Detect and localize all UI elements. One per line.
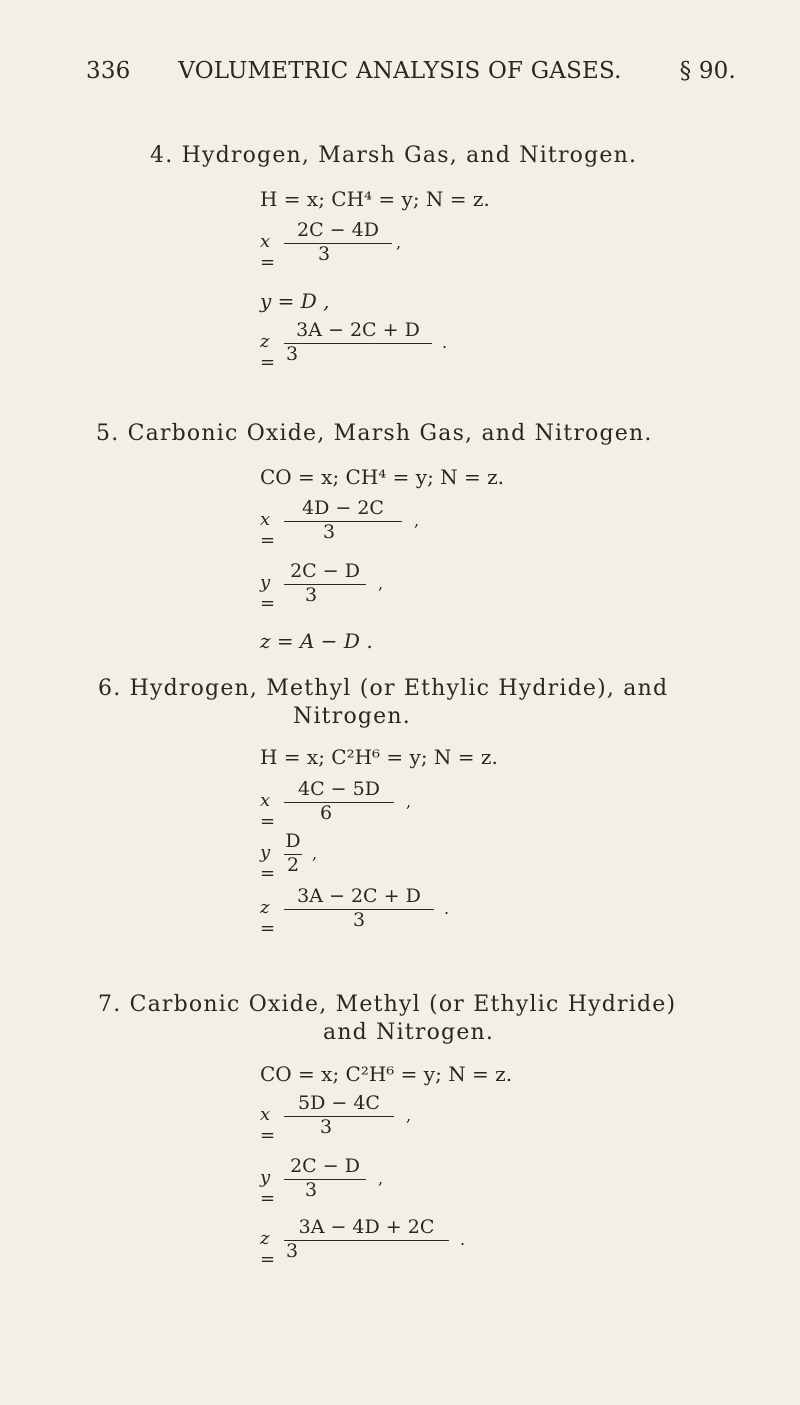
section-5-title: 5. Carbonic Oxide, Marsh Gas, and Nitrogen. bbox=[96, 421, 653, 446]
eq-punct: , bbox=[378, 574, 384, 593]
eq-denominator: 3 bbox=[317, 243, 331, 265]
eq-punct: , bbox=[378, 1169, 384, 1188]
eq-denominator: 3 bbox=[285, 1240, 299, 1262]
eq-denominator: 6 bbox=[319, 802, 333, 824]
eq-numerator: 4D − 2C bbox=[302, 497, 384, 519]
eq-numerator: 2C − D bbox=[290, 1155, 360, 1177]
fraction-bar bbox=[284, 343, 432, 344]
eq-numerator: 4C − 5D bbox=[298, 778, 380, 800]
section-4-equation-y: y = D , bbox=[260, 289, 330, 313]
eq-lhs: y = bbox=[260, 842, 276, 884]
eq-denominator: 3 bbox=[304, 1179, 318, 1201]
section-6-title-line2: Nitrogen. bbox=[293, 704, 411, 729]
eq-punct: . bbox=[442, 333, 448, 352]
section-7-title-line1: 7. Carbonic Oxide, Methyl (or Ethylic Hydride) bbox=[98, 992, 677, 1017]
page-number: 336 bbox=[86, 58, 131, 84]
section-6-definitions: H = x; C²H⁶ = y; N = z. bbox=[260, 745, 498, 769]
eq-lhs: x = bbox=[260, 790, 276, 832]
running-title: VOLUMETRIC ANALYSIS OF GASES. bbox=[178, 58, 622, 84]
eq-punct: , bbox=[396, 233, 402, 252]
eq-denominator: 3 bbox=[322, 521, 336, 543]
eq-punct: , bbox=[414, 511, 420, 530]
eq-numerator: 3A − 2C + D bbox=[297, 885, 421, 907]
section-5-definitions: CO = x; CH⁴ = y; N = z. bbox=[260, 465, 505, 489]
eq-lhs: y = bbox=[260, 572, 276, 614]
section-4-title: 4. Hydrogen, Marsh Gas, and Nitrogen. bbox=[150, 143, 638, 168]
eq-lhs: x = bbox=[260, 1104, 276, 1146]
eq-denominator: 2 bbox=[286, 854, 300, 876]
section-7-definitions: CO = x; C²H⁶ = y; N = z. bbox=[260, 1062, 513, 1086]
eq-lhs: x = bbox=[260, 231, 276, 273]
eq-denominator: 3 bbox=[285, 343, 299, 365]
eq-numerator: 2C − 4D bbox=[297, 219, 379, 241]
eq-denominator: 3 bbox=[319, 1116, 333, 1138]
eq-punct: . bbox=[460, 1230, 466, 1249]
eq-punct: , bbox=[406, 792, 412, 811]
page-header bbox=[0, 58, 800, 98]
section-reference: § 90. bbox=[679, 58, 736, 84]
fraction-bar bbox=[284, 1240, 449, 1241]
section-6-title-line1: 6. Hydrogen, Methyl (or Ethylic Hydride), and bbox=[98, 676, 669, 701]
section-7-title-line2: and Nitrogen. bbox=[323, 1020, 495, 1045]
eq-punct: . bbox=[444, 899, 450, 918]
eq-lhs: z = bbox=[260, 897, 276, 939]
eq-numerator: 5D − 4C bbox=[298, 1092, 380, 1114]
eq-numerator: 3A − 2C + D bbox=[296, 319, 420, 341]
section-5-equation-z: z = A − D . bbox=[260, 629, 373, 653]
eq-denominator: 3 bbox=[304, 584, 318, 606]
eq-punct: , bbox=[312, 844, 318, 863]
eq-numerator: 3A − 4D + 2C bbox=[298, 1216, 435, 1238]
eq-numerator: 2C − D bbox=[290, 560, 360, 582]
eq-lhs: z = bbox=[260, 331, 276, 373]
eq-denominator: 3 bbox=[352, 909, 366, 931]
eq-lhs: y = bbox=[260, 1167, 276, 1209]
eq-lhs: z = bbox=[260, 1228, 276, 1270]
eq-punct: , bbox=[406, 1106, 412, 1125]
section-4-definitions: H = x; CH⁴ = y; N = z. bbox=[260, 187, 490, 211]
eq-numerator: D bbox=[285, 830, 301, 852]
eq-lhs: x = bbox=[260, 509, 276, 551]
